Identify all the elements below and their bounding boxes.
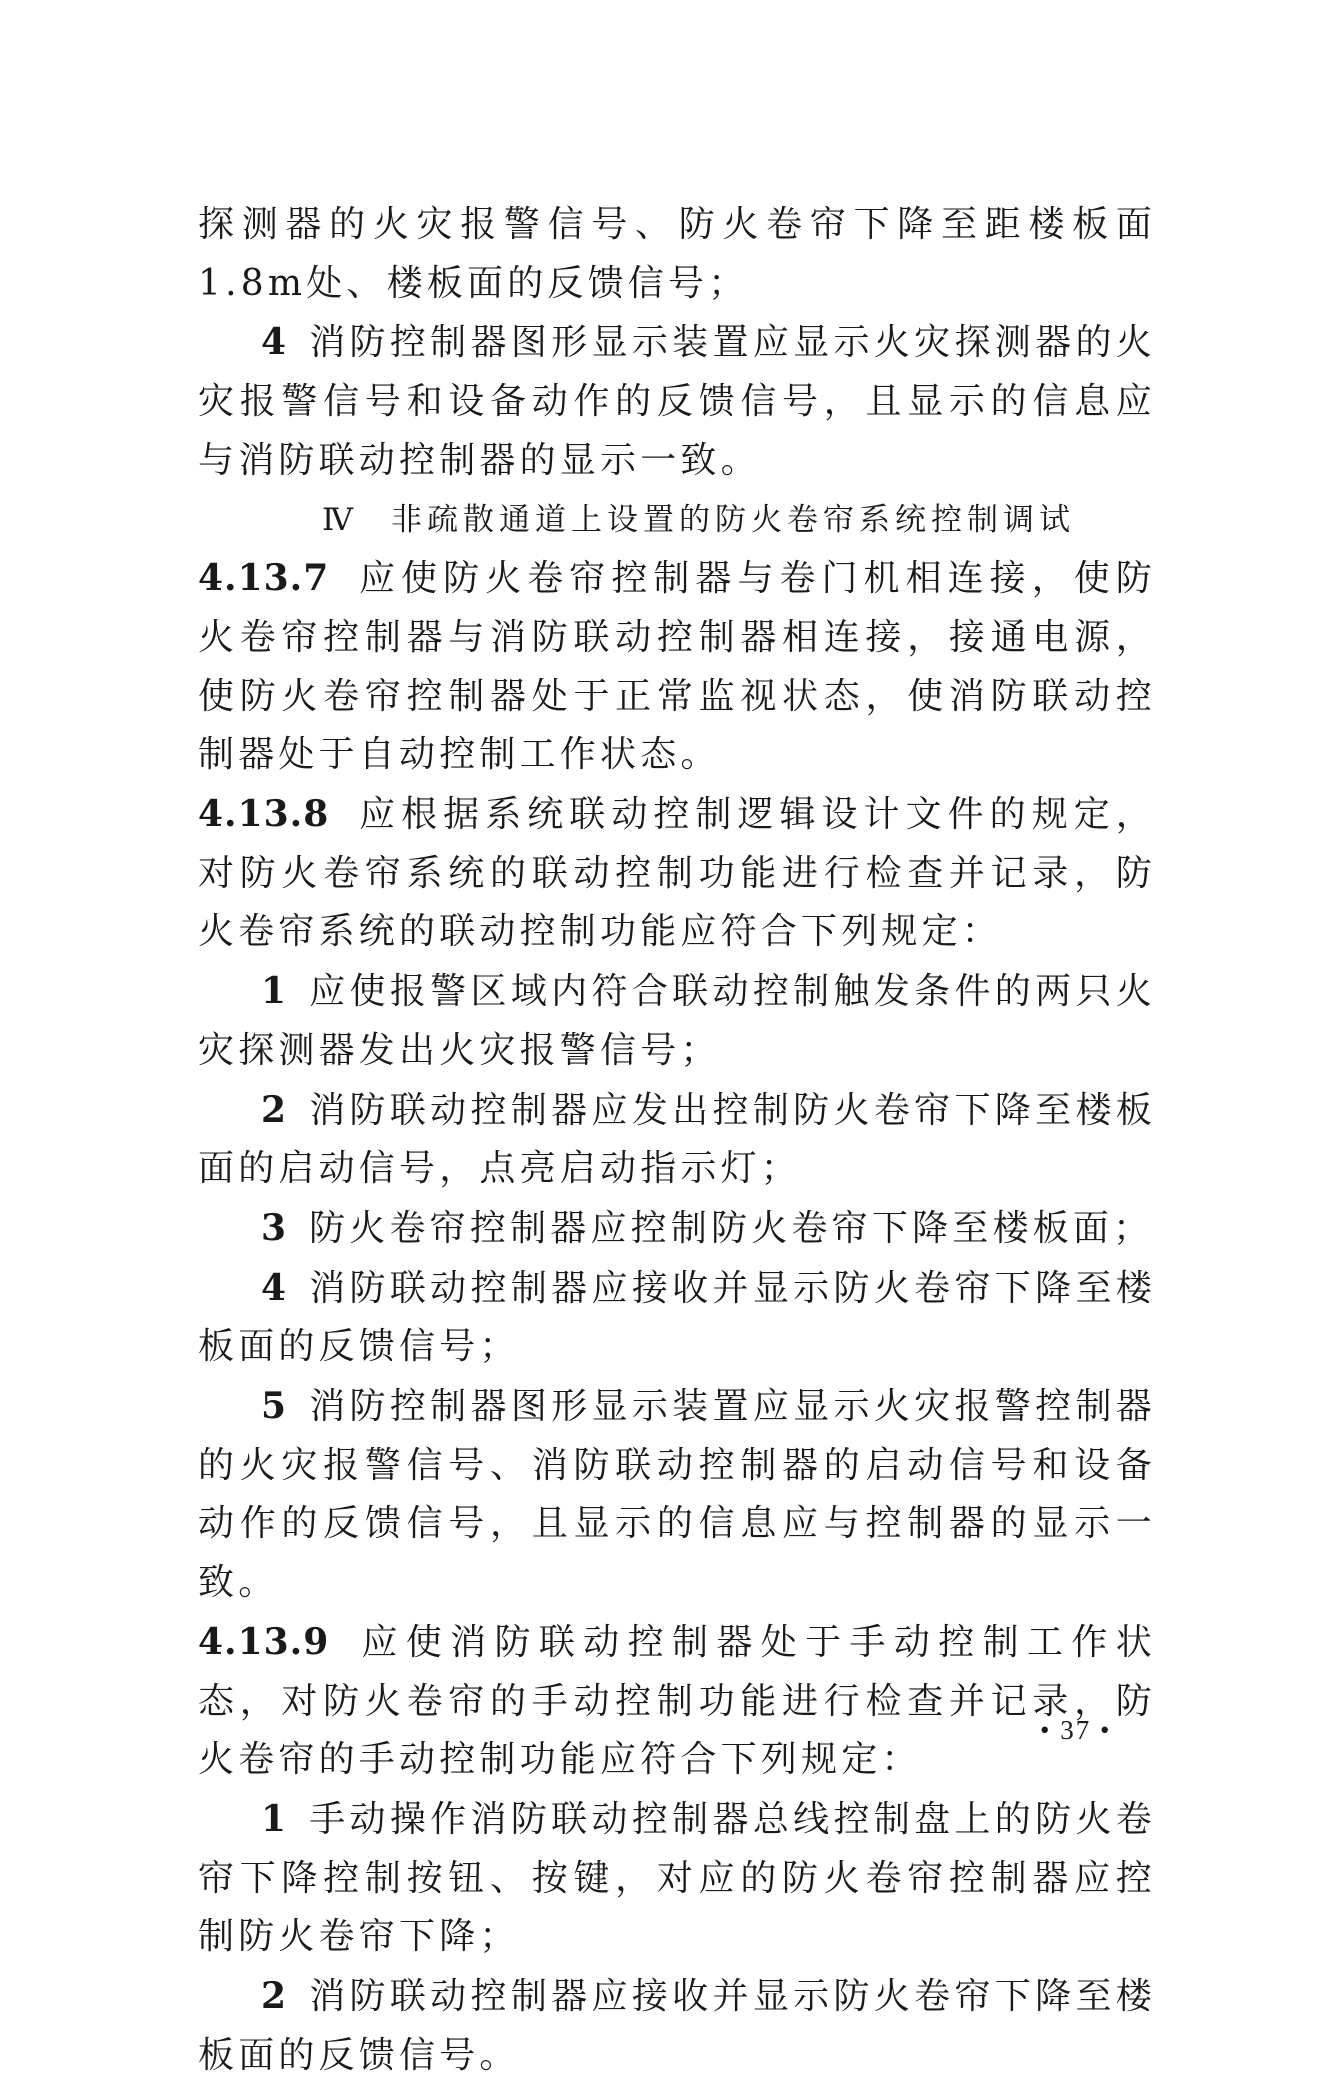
- clause-text: 应根据系统联动控制逻辑设计文件的规定，对防火卷帘系统的联动控制功能进行检查并记录，防火卷帘系统的联动控制功能应符合下列规定：: [198, 794, 1156, 953]
- clause-4-13-9: [198, 1613, 1156, 1790]
- section-heading: [198, 491, 1156, 550]
- list-item: [198, 962, 1156, 1080]
- list-item: [198, 313, 1156, 490]
- page-number: • 37 •: [1040, 1715, 1112, 1745]
- section-title: 非疏散通道上设置的防火卷帘系统控制调试: [390, 501, 1075, 538]
- item-number: 4: [261, 1266, 288, 1309]
- item-text: 消防控制器图形显示装置应显示火灾报警控制器的火灾报警信号、消防联动控制器的启动信号和设备动作的反馈信号，且显示的信息应与控制器的显示一致。: [198, 1386, 1156, 1604]
- body-text: [198, 196, 1156, 2086]
- clause-text: 应使防火卷帘控制器与卷门机相连接，使防火卷帘控制器与消防联动控制器相连接，接通电源，使防火卷帘控制器处于正常监视状态，使消防联动控制器处于自动控制工作状态。: [198, 558, 1156, 776]
- item-number: 1: [261, 1797, 288, 1840]
- item-text: 防火卷帘控制器应控制防火卷帘下降至楼板面；: [309, 1207, 1154, 1249]
- list-item: [198, 1967, 1156, 2085]
- item-number: 3: [261, 1206, 288, 1249]
- list-item: [198, 1790, 1156, 1967]
- item-text: 手动操作消防联动控制器总线控制盘上的防火卷帘下降控制按钮、按键，对应的防火卷帘控制器应控制防火卷帘下降；: [198, 1798, 1156, 1958]
- clause-text: 应使消防联动控制器处于手动控制工作状态，对防火卷帘的手动控制功能进行检查并记录，防火卷帘的手动控制功能应符合下列规定：: [198, 1621, 1156, 1781]
- clause-4-13-8: [198, 785, 1156, 962]
- item-text: 消防联动控制器应接收并显示防火卷帘下降至楼板面的反馈信号；: [198, 1267, 1156, 1368]
- paragraph-text: 探测器的火灾报警信号、防火卷帘下降至距楼板面1.8m处、楼板面的反馈信号；: [198, 204, 1156, 304]
- list-item: [198, 1259, 1156, 1377]
- clause-4-13-7: [198, 549, 1156, 785]
- clause-number: 4.13.9: [198, 1620, 330, 1663]
- item-text: 消防联动控制器应发出控制防火卷帘下降至楼板面的启动信号，点亮启动指示灯；: [198, 1089, 1156, 1190]
- item-number: 2: [261, 1088, 288, 1131]
- list-item: [198, 1199, 1156, 1259]
- item-number: 5: [261, 1385, 288, 1428]
- list-item: [198, 1377, 1156, 1613]
- continued-paragraph: [198, 196, 1156, 313]
- item-text: 消防联动控制器应接收并显示防火卷帘下降至楼板面的反馈信号。: [198, 1976, 1156, 2076]
- list-item: [198, 1081, 1156, 1199]
- item-number: 2: [261, 1975, 288, 2018]
- clause-number: 4.13.7: [198, 557, 330, 600]
- item-number: 4: [261, 321, 288, 364]
- item-text: 应使报警区域内符合联动控制触发条件的两只火灾探测器发出火灾报警信号；: [198, 971, 1156, 1071]
- clause-number: 4.13.8: [198, 793, 330, 836]
- section-roman-numeral: Ⅳ: [322, 501, 353, 538]
- item-number: 1: [261, 970, 288, 1013]
- item-text: 消防控制器图形显示装置应显示火灾探测器的火灾报警信号和设备动作的反馈信号，且显示的信息应与消防联动控制器的显示一致。: [198, 322, 1156, 481]
